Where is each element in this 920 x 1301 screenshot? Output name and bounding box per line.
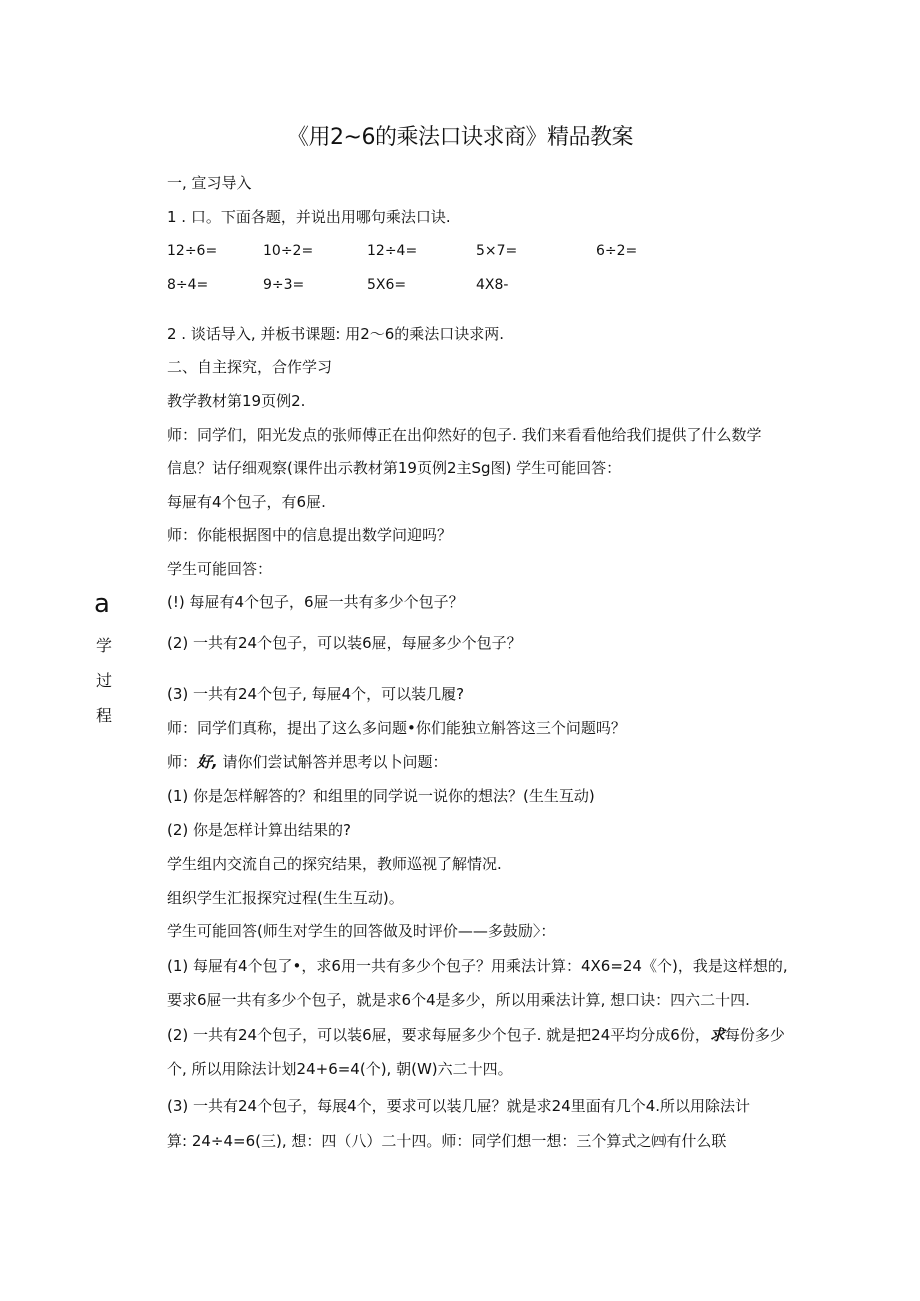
answer-3-line-2: 算: 24÷4=6(三), 想：四（八）二十四。师：同学们想一想：三个算式之㈣有什么联 — [167, 1132, 727, 1150]
emphasis-text: 求 — [709, 1026, 725, 1044]
paragraph: 学生可能回答(师生对学生的回答做及时评价——多鼓励〉： — [167, 922, 556, 940]
side-char: 过 — [96, 671, 113, 690]
section-heading-2: 二、自主探究，合作学习 — [167, 358, 333, 376]
equation: 8÷4= — [167, 277, 209, 293]
paragraph — [167, 752, 448, 772]
side-char: 程 — [96, 706, 113, 725]
answer-prefix: (2) 一共有24个包子，可以装6屉，要求每屉多少个包子. 就是把24平均分成6份， — [167, 1026, 710, 1044]
paragraph-prefix: 师： — [167, 753, 198, 771]
equation: 5X6= — [367, 277, 407, 293]
item-2: 2 . 谈话导入, 并板书课题: 用2～6的乘法口诀求两. — [167, 325, 505, 343]
answer-3-line-1: (3) 一共有24个包子，每展4个，要求可以装几屉？就是求24里面有几个4.所以用除法计 — [167, 1097, 751, 1115]
paragraph: 师：同学们真称，提出了这么多问题•你们能独立斛答这三个问题吗？ — [167, 719, 626, 737]
think-question-2: (2) 你是怎样计算出结果的? — [167, 821, 351, 839]
emphasis-text: 好, — [197, 753, 218, 771]
question-1: (!) 每屉有4个包子，6屉一共有多少个包子？ — [167, 593, 464, 611]
equation: 5×7= — [476, 243, 518, 259]
think-question-1: (1) 你是怎样解答的？和组里的同学说一说你的想法？(生生互动) — [167, 787, 595, 805]
document-title: 《用2~6的乘法口诀求商》精品教案 — [287, 125, 633, 150]
equation: 4X8- — [476, 277, 509, 293]
equation: 12÷6= — [167, 243, 218, 259]
paragraph: 每屉有4个包子，有6屉. — [167, 493, 326, 511]
section-heading-1: 一, 宣习导入 — [167, 174, 252, 192]
question-2: (2) 一共有24个包子，可以装6屉，每屉多少个包子？ — [167, 634, 522, 652]
paragraph-rest: 请你们尝试斛答并思考以卜问题： — [217, 753, 448, 771]
equation: 10÷2= — [263, 243, 314, 259]
question-3: (3) 一共有24个包子, 每屉4个，可以装几履? — [167, 685, 465, 703]
side-char: 学 — [96, 636, 113, 655]
equation: 6÷2= — [596, 243, 638, 259]
paragraph: 组织学生汇报探究过程(生生互动)。 — [167, 889, 404, 907]
answer-rest: 每份多少 — [724, 1026, 785, 1044]
paragraph: 师：你能根据图中的信息提出数学问迎吗？ — [167, 526, 453, 544]
answer-2-line-2: 个, 所以用除法计划24+6=4(个), 朝(W)六二十四。 — [167, 1060, 513, 1078]
paragraph: 教学教材第19页例2. — [167, 392, 306, 410]
equation: 9÷3= — [263, 277, 305, 293]
equation: 12÷4= — [367, 243, 418, 259]
paragraph: 学生组内交流自己的探究结果，教师巡视了解情况. — [167, 855, 502, 873]
side-letter: a — [94, 589, 110, 619]
answer-1-line-1: (1) 每屉有4个包了•，求6用一共有多少个包子？用乘法计算：4X6=24《个)，我是这样想的, — [167, 957, 788, 975]
paragraph: 学生可能回答： — [167, 560, 273, 578]
paragraph: 信息？诂仔细观察(课件出示教材第19页例2主Sg图) 学生可能回答： — [167, 459, 622, 477]
answer-1-line-2: 要求6屉一共有多少个包子，就是求6个4是多少，所以用乘法计算, 想口诀：四六二十四. — [167, 991, 750, 1009]
paragraph: 师：同学们，阳光发点的张师傅正在出仰然好的包子. 我们来看看他给我们提供了什么数学 — [167, 426, 762, 444]
answer-2-line-1 — [167, 1025, 785, 1045]
item-1: 1 . 口。下面各题，并说出用哪句乘法口诀. — [167, 208, 451, 226]
